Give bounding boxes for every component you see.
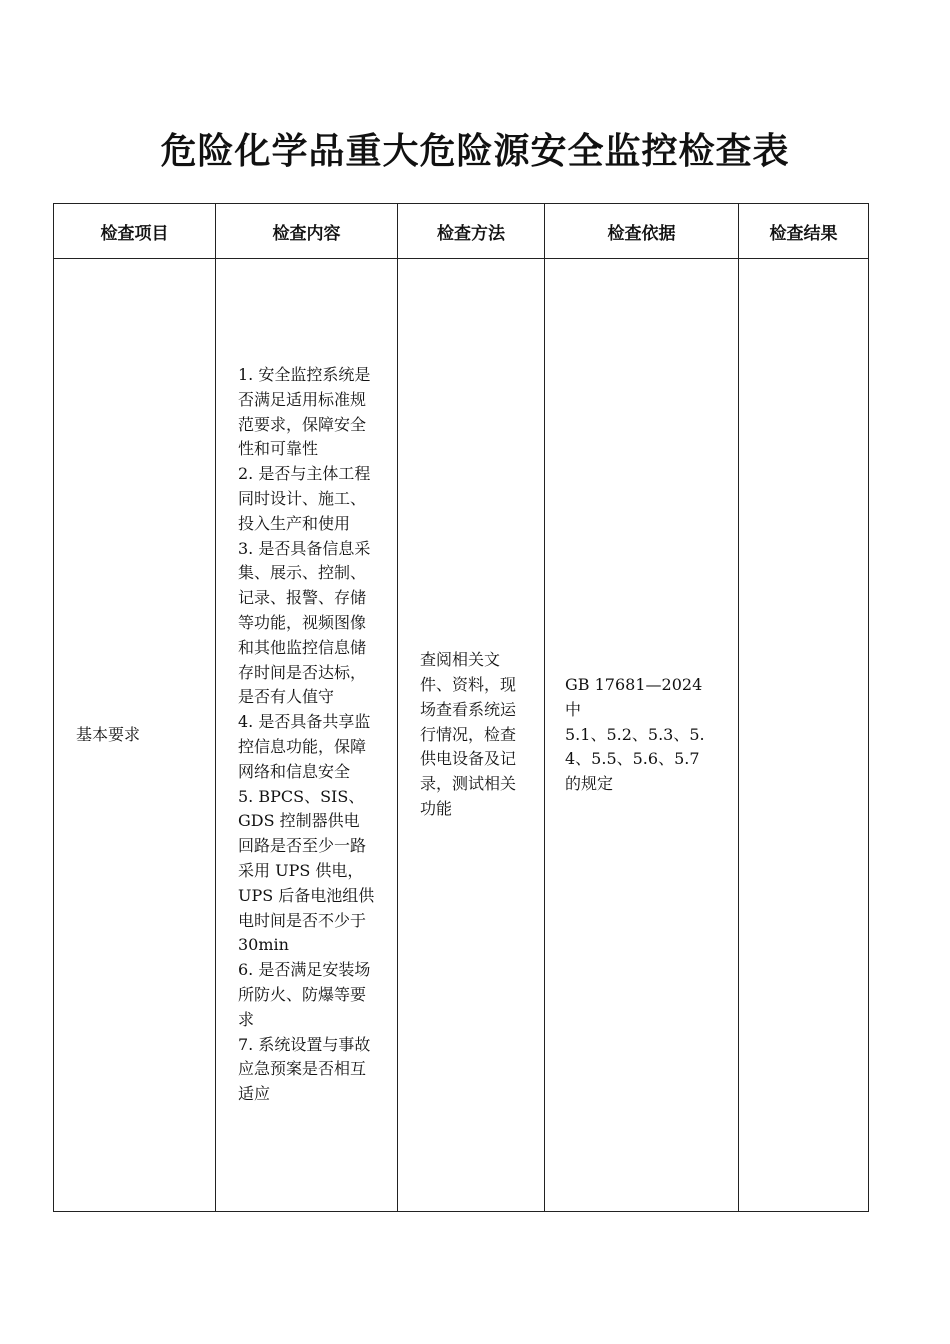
table-row xyxy=(54,259,869,1212)
method-text: 查阅相关文件、资料，现场查看系统运行情况，检查供电设备及记录，测试相关功能 xyxy=(420,650,517,818)
header-check-method: 检查方法 xyxy=(398,204,545,259)
page-title: 危险化学品重大危险源安全监控检查表 xyxy=(160,131,790,172)
header-check-result: 检查结果 xyxy=(739,204,869,259)
basis-text: GB 17681—2024 中 5.1、5.2、5.3、5.4、5.5、5.6、5.7 的规定 xyxy=(565,675,705,794)
content-item-4: 4. 是否具备共享监控信息功能，保障网络和信息安全 xyxy=(238,712,371,781)
header-check-item: 检查项目 xyxy=(54,204,216,259)
cell-check-method xyxy=(398,259,545,1212)
table-header-row xyxy=(54,204,869,259)
header-check-content: 检查内容 xyxy=(216,204,398,259)
content-item-6: 6. 是否满足安装场所防火、防爆等要求 xyxy=(238,960,371,1029)
content-item-5: 5. BPCS、SIS、GDS 控制器供电回路是否至少一路采用 UPS 供电，UPS 后备电池组供电时间是否不少于 30min xyxy=(238,786,375,955)
content-item-1: 1. 安全监控系统是否满足适用标准规范要求，保障安全性和可靠性 xyxy=(238,365,371,459)
cell-check-result[interactable] xyxy=(739,259,869,1212)
content-item-7: 7. 系统设置与事故应急预案是否相互适应 xyxy=(238,1034,371,1104)
cell-check-basis xyxy=(545,259,739,1212)
cell-check-content xyxy=(216,259,398,1212)
inspection-table xyxy=(53,203,869,1212)
content-item-3: 3. 是否具备信息采集、展示、控制、记录、报警、存储等功能，视频图像和其他监控信息储存时间是否达标，是否有人值守 xyxy=(238,538,371,707)
cell-check-item: 基本要求 xyxy=(54,259,216,1212)
header-check-basis: 检查依据 xyxy=(545,204,739,259)
content-item-2: 2. 是否与主体工程同时设计、施工、投入生产和使用 xyxy=(238,464,371,533)
